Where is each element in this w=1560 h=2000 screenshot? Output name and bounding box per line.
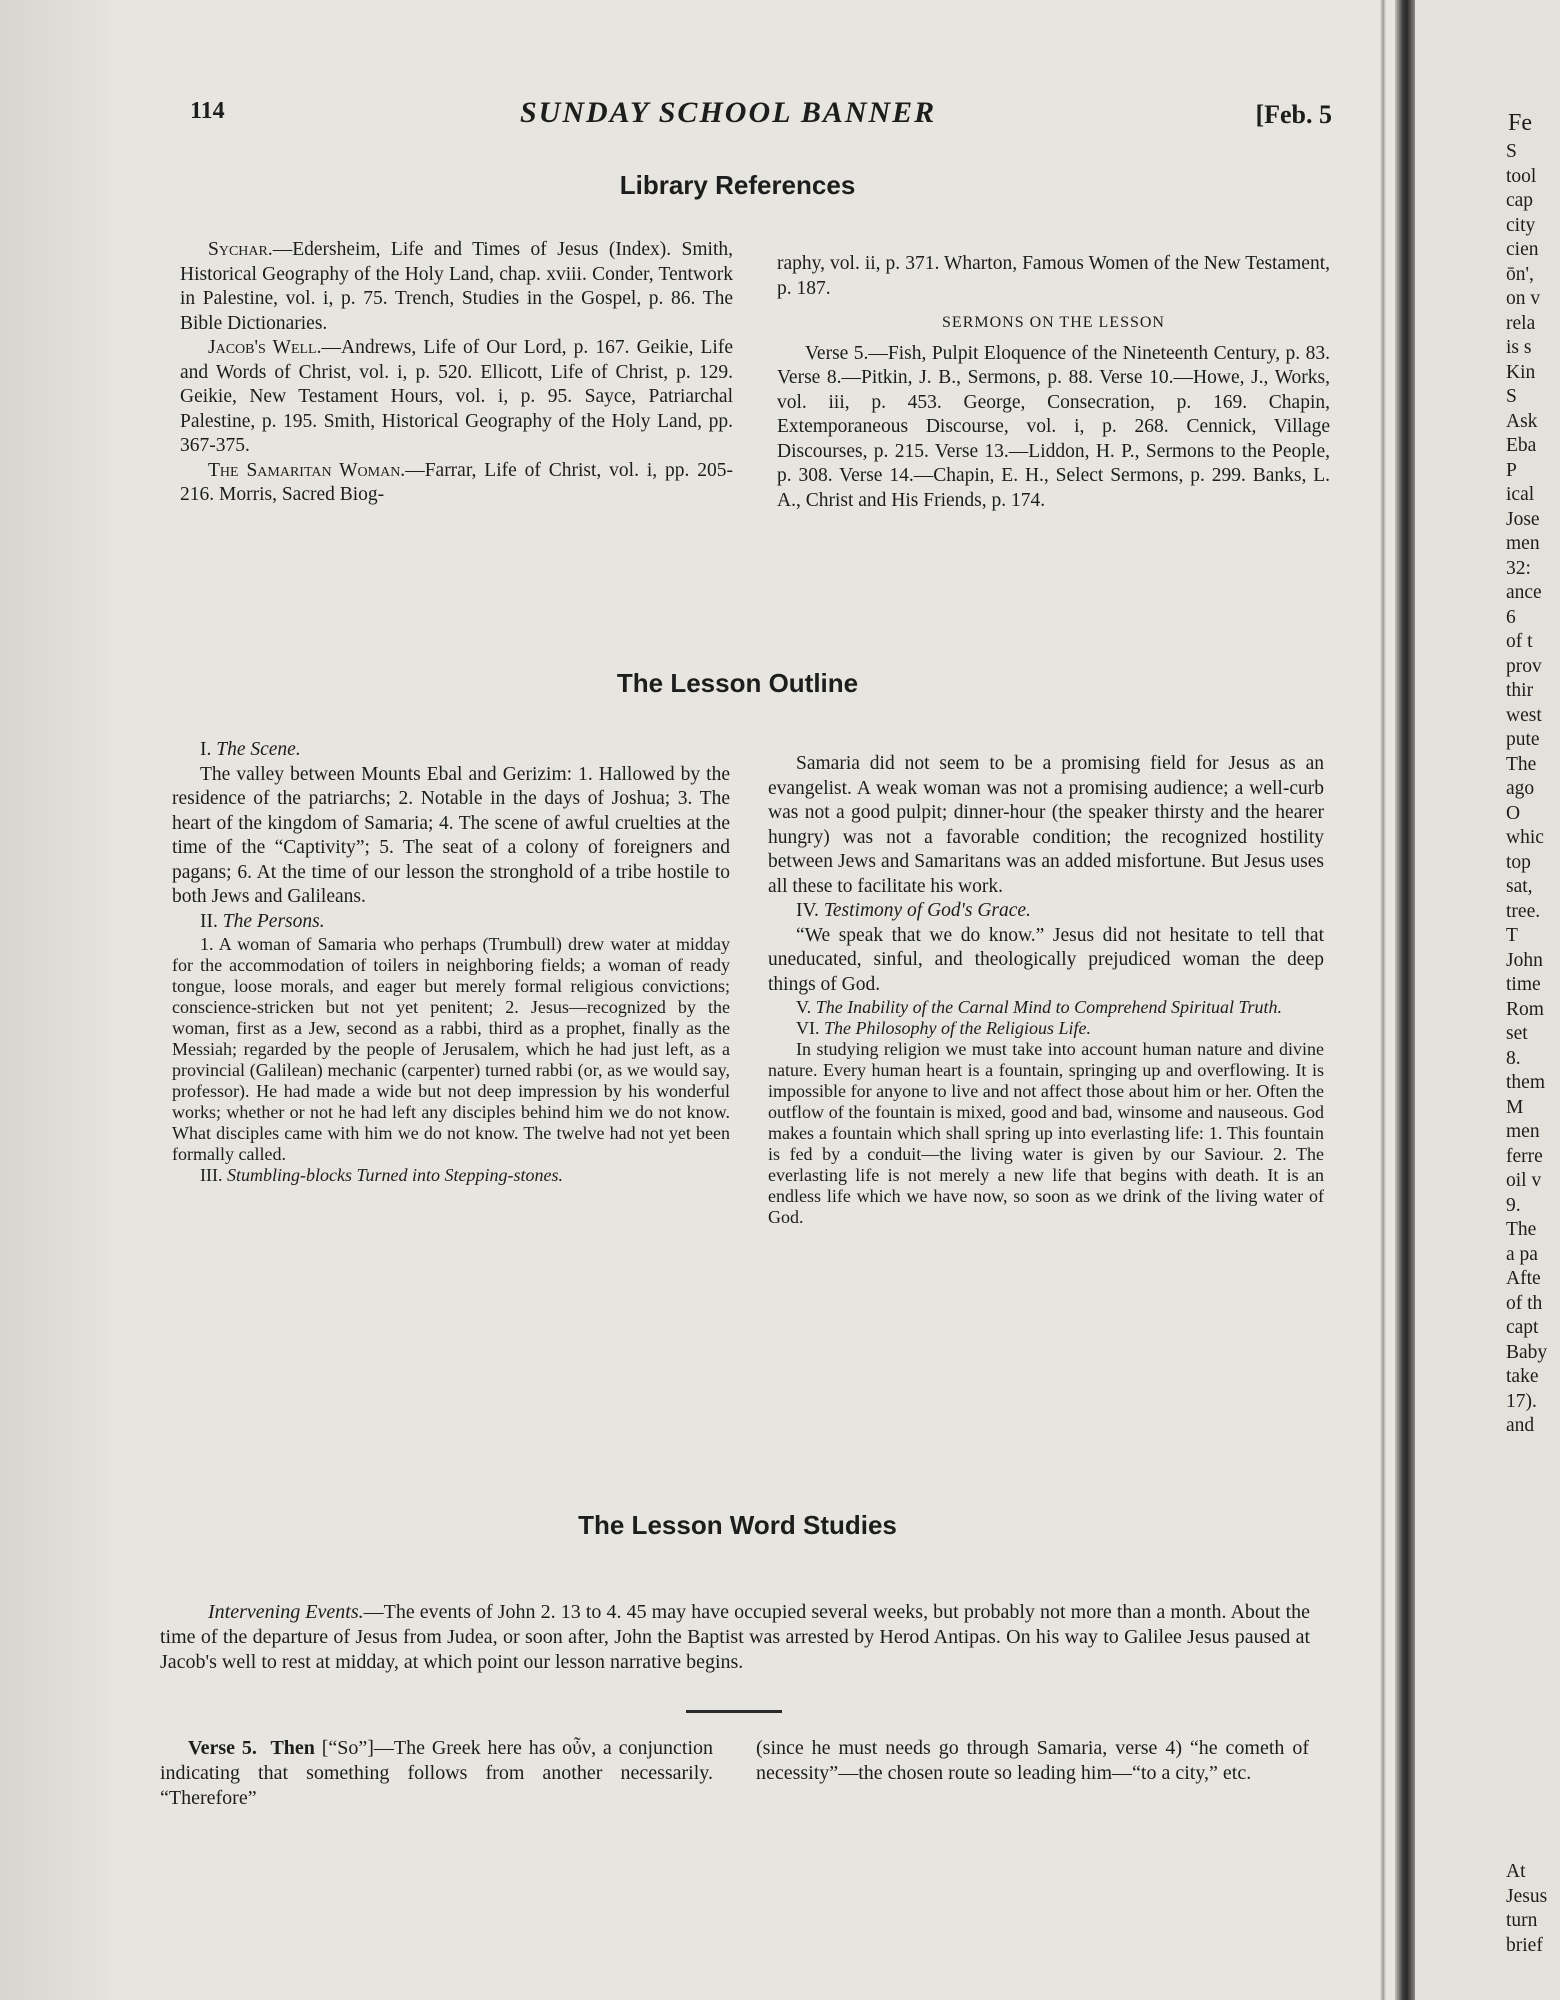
facing-page-line: At [1506,1861,1526,1882]
facing-page-line: and [1506,1415,1535,1436]
outline-persons-text: 1. A woman of Samaria who perhaps (Trumbull) drew water at midday for the accommodation of toilers in neighboring fields; a woman of ready tongue, loose morals, and eager but merely formal religious convictions; conscience-stricken but not yet penitent; 2. Jesus—recognized by the woman, first as a Jew, second as a rabbi, third as a prophet, finally as the Messiah; regarded by the people of Jerusalem, which he had just left, as a provincial (Galilean) mechanic (carpenter) turned rabbi (or, as we would say, professor). He had made a wide but not deep impression by his wonderful works; whether or not he had left any disciples behind him we do not know. What disciples came with him we do not know. The twelve had not yet been formally called. [172,934,730,1164]
facing-page-lines [1506,140,1560,1439]
outline-heading-testimony: IV. Testimony of God's Grace. [796,900,1031,921]
facing-page-line: them [1506,1072,1545,1093]
facing-page-line: a pa [1506,1243,1538,1265]
facing-page-line: ferre [1506,1145,1543,1167]
facing-page-line: time [1506,974,1541,995]
facing-page-line: take [1506,1366,1539,1387]
outline-philosophy-text: In studying religion we must take into account human nature and divine nature. Every human heart is a fountain, springing up and overflowing. It is impossible for anyone to live and not affect those about him or her. Often the outflow of the fountain is mixed, good and bad, winsome and nauseous. God makes a fountain which shall spring up into everlasting life: 1. This fountain is fed by a conduit—the living water is given by our Saviour. 2. The everlasting life is not merely a new life that begins with death. It is an endless life which we have now, so soon as we drink of the living water of God. [768,1039,1324,1227]
facing-page-line: Kin [1506,361,1536,383]
facing-page-line: on v [1506,288,1541,309]
facing-page-line: Baby [1506,1341,1548,1363]
facing-page-line: 8. [1506,1047,1521,1069]
lesson-outline-heading: The Lesson Outline [616,668,859,698]
outline-heading-stumbling-blocks: III. Stumbling-blocks Turned into Stepping-stones. [200,1165,563,1185]
facing-page-line: The [1506,1219,1537,1240]
journal-title: SUNDAY SCHOOL BANNER [520,96,937,129]
facing-page-line: S [1506,141,1517,162]
verse-right-column [756,1736,1309,1786]
outline-heading-philosophy: VI. The Philosophy of the Religious Life. [796,1018,1091,1038]
facing-page-line: Rom [1506,998,1544,1020]
facing-page-line: set [1506,1023,1528,1044]
facing-page-line: cien [1506,239,1539,260]
outline-heading-scene: I. The Scene. [200,739,301,760]
reference-sychar: Sychar.—Edersheim, Life and Times of Jesus (Index). Smith, Historical Geography of the Holy Land, chap. xviii. Conder, Tentwork in Palestine, vol. i, p. 75. Trench, Studies in the Gospel, p. 86. The Bible Dictionaries. [180,239,733,334]
outline-heading-persons: II. The Persons. [200,910,325,932]
facing-page-line: prov [1506,655,1542,677]
section-rule [686,1710,782,1713]
facing-page-line: cap [1506,190,1534,211]
outline-samaria-text: Samaria did not seem to be a promising field for Jesus as an evangelist. A weak woman was not a promising audience; a well-curb was not a good pulpit; dinner-hour (the speaker thirsty and the hearer hungry) was not a favorable condition; the recognized hostility between Jews and Samaritans was an added misfortune. But Jesus uses all these to facilitate his work. [768,753,1324,897]
facing-page-line: top [1506,851,1531,873]
facing-page-line: sat, [1506,876,1533,897]
facing-page-line: 9. [1506,1194,1521,1216]
facing-page-line: T [1506,925,1518,946]
facing-page-line: M [1506,1096,1524,1118]
facing-page-line: 32: [1506,557,1531,579]
facing-page-line: 6 [1506,606,1516,628]
facing-page-line: men [1506,533,1540,554]
sermons-text: Verse 5.—Fish, Pulpit Eloquence of the Nineteenth Century, p. 83. Verse 8.—Pitkin, J. B., Sermons, p. 88. Verse 10.—Howe, J., Works, vol. iii, p. 453. George, Consecration, p. 169. Chapin, Extemporaneous Discourse, vol. i, p. 268. Cennick, Village Discourses, p. 215. Verse 13.—Liddon, H. P., Sermons to the People, p. 308. Verse 14.—Chapin, E. H., Select Sermons, p. 299. Banks, L. A., Christ and His Friends, p. 174. [777,342,1330,511]
facing-page-line: brief [1506,1934,1543,1956]
outline-scene-text: The valley between Mounts Ebal and Gerizim: 1. Hallowed by the residence of the patriarchs; 2. Notable in the days of Joshua; 3. The heart of the kingdom of Samaria; 4. The scene of awful cruelties at the time of the “Captivity”; 5. The seat of a colony of foreigners and pagans; 6. At the time of our lesson the stronghold of a tribe hostile to both Jews and Galileans. [172,763,730,907]
facing-page-line: Ask [1506,410,1538,432]
word-studies-intro: Intervening Events.—The events of John 2. 13 to 4. 45 may have occupied several weeks, but probably not more than a month. About the time of the departure of Jesus from Judea, or soon after, John the Baptist was arrested by Herod Antipas. On his way to Galilee Jesus paused at Jacob's well to rest at midday, at which point our lesson narrative begins. [160,1601,1311,1673]
word-studies-heading: The Lesson Word Studies [578,1510,897,1540]
facing-page-line: capt [1506,1317,1539,1338]
facing-page-line: ago [1506,778,1535,799]
facing-page-line: 17). [1506,1390,1537,1412]
facing-page-line: Jose [1506,508,1540,530]
library-references-left-column [180,238,733,508]
verse-5-note: Verse 5. Then [“So”]—The Greek here has οὖν, a conjunction indicating that something follows from another necessarily. “Therefore” [160,1737,714,1809]
facing-page-line: P [1506,459,1517,481]
library-references-right-column [777,252,1330,513]
facing-page-line: city [1506,214,1536,236]
facing-page-line: ical [1506,484,1535,505]
lesson-outline-left-column [172,738,730,1186]
page-number: 114 [190,98,225,124]
library-references-heading: Library References [619,170,856,200]
facing-page-bottom-lines [1506,1860,1560,1958]
facing-page-line: Afte [1506,1268,1541,1289]
facing-page-line: Eba [1506,435,1537,456]
reference-continuation: raphy, vol. ii, p. 371. Wharton, Famous Women of the New Testament, p. 187. [777,253,1330,299]
facing-page-line: whic [1506,827,1544,848]
facing-page-line: ōn', [1506,263,1534,285]
reference-jacobs-well: Jacob's Well.—Andrews, Life of Our Lord, p. 167. Geikie, Life and Words of Christ, vol. i, p. 520. Ellicott, Life of Christ, p. 129. Geikie, New Testament Hours, vol. i, p. 95. Sayce, Patriarchal Palestine, p. 195. Smith, Historical Geography of the Holy Land, pp. 367-375. [180,337,734,456]
facing-page-line: of t [1506,631,1533,652]
running-head [190,96,1340,146]
facing-page-line: west [1506,704,1542,726]
facing-page-line: turn [1506,1910,1538,1931]
lesson-outline-right-column [768,752,1324,1228]
facing-page-head: Fe [1508,110,1532,136]
facing-page-line: O [1506,802,1521,824]
facing-page-line: oil v [1506,1170,1542,1191]
facing-page-line: S [1506,386,1517,407]
facing-page-line: of th [1506,1292,1543,1314]
facing-page-line: tool [1506,165,1537,187]
facing-page-line: is s [1506,337,1532,358]
outline-testimony-text: “We speak that we do know.” Jesus did not hesitate to tell that uneducated, sinful, and theologically prejudiced woman the deep things of God. [768,924,1324,995]
outline-heading-inability: V. The Inability of the Carnal Mind to Comprehend Spiritual Truth. [796,997,1283,1017]
reference-samaritan-woman: The Samaritan Woman.—Farrar, Life of Christ, vol. i, pp. 205-216. Morris, Sacred Biog- [180,459,733,505]
facing-page-line: John [1506,949,1543,971]
sermons-heading: SERMONS ON THE LESSON [942,314,1165,331]
issue-date: [Feb. 5 [1255,100,1332,129]
facing-page-line: rela [1506,312,1536,334]
verse-left-column [160,1736,713,1811]
facing-page-line: The [1506,753,1537,775]
facing-page-line: pute [1506,729,1540,750]
facing-page-line: men [1506,1121,1540,1142]
facing-page-line: thir [1506,680,1534,701]
facing-page-line: ance [1506,582,1542,603]
facing-page-line: tree. [1506,900,1541,922]
facing-page-line: Jesus [1506,1885,1548,1907]
book-gutter-shadow [1395,0,1415,2000]
verse-5-note-continued: (since he must needs go through Samaria, verse 4) “he cometh of necessity”—the chosen route so leading him—“to a city,” etc. [756,1737,1309,1784]
